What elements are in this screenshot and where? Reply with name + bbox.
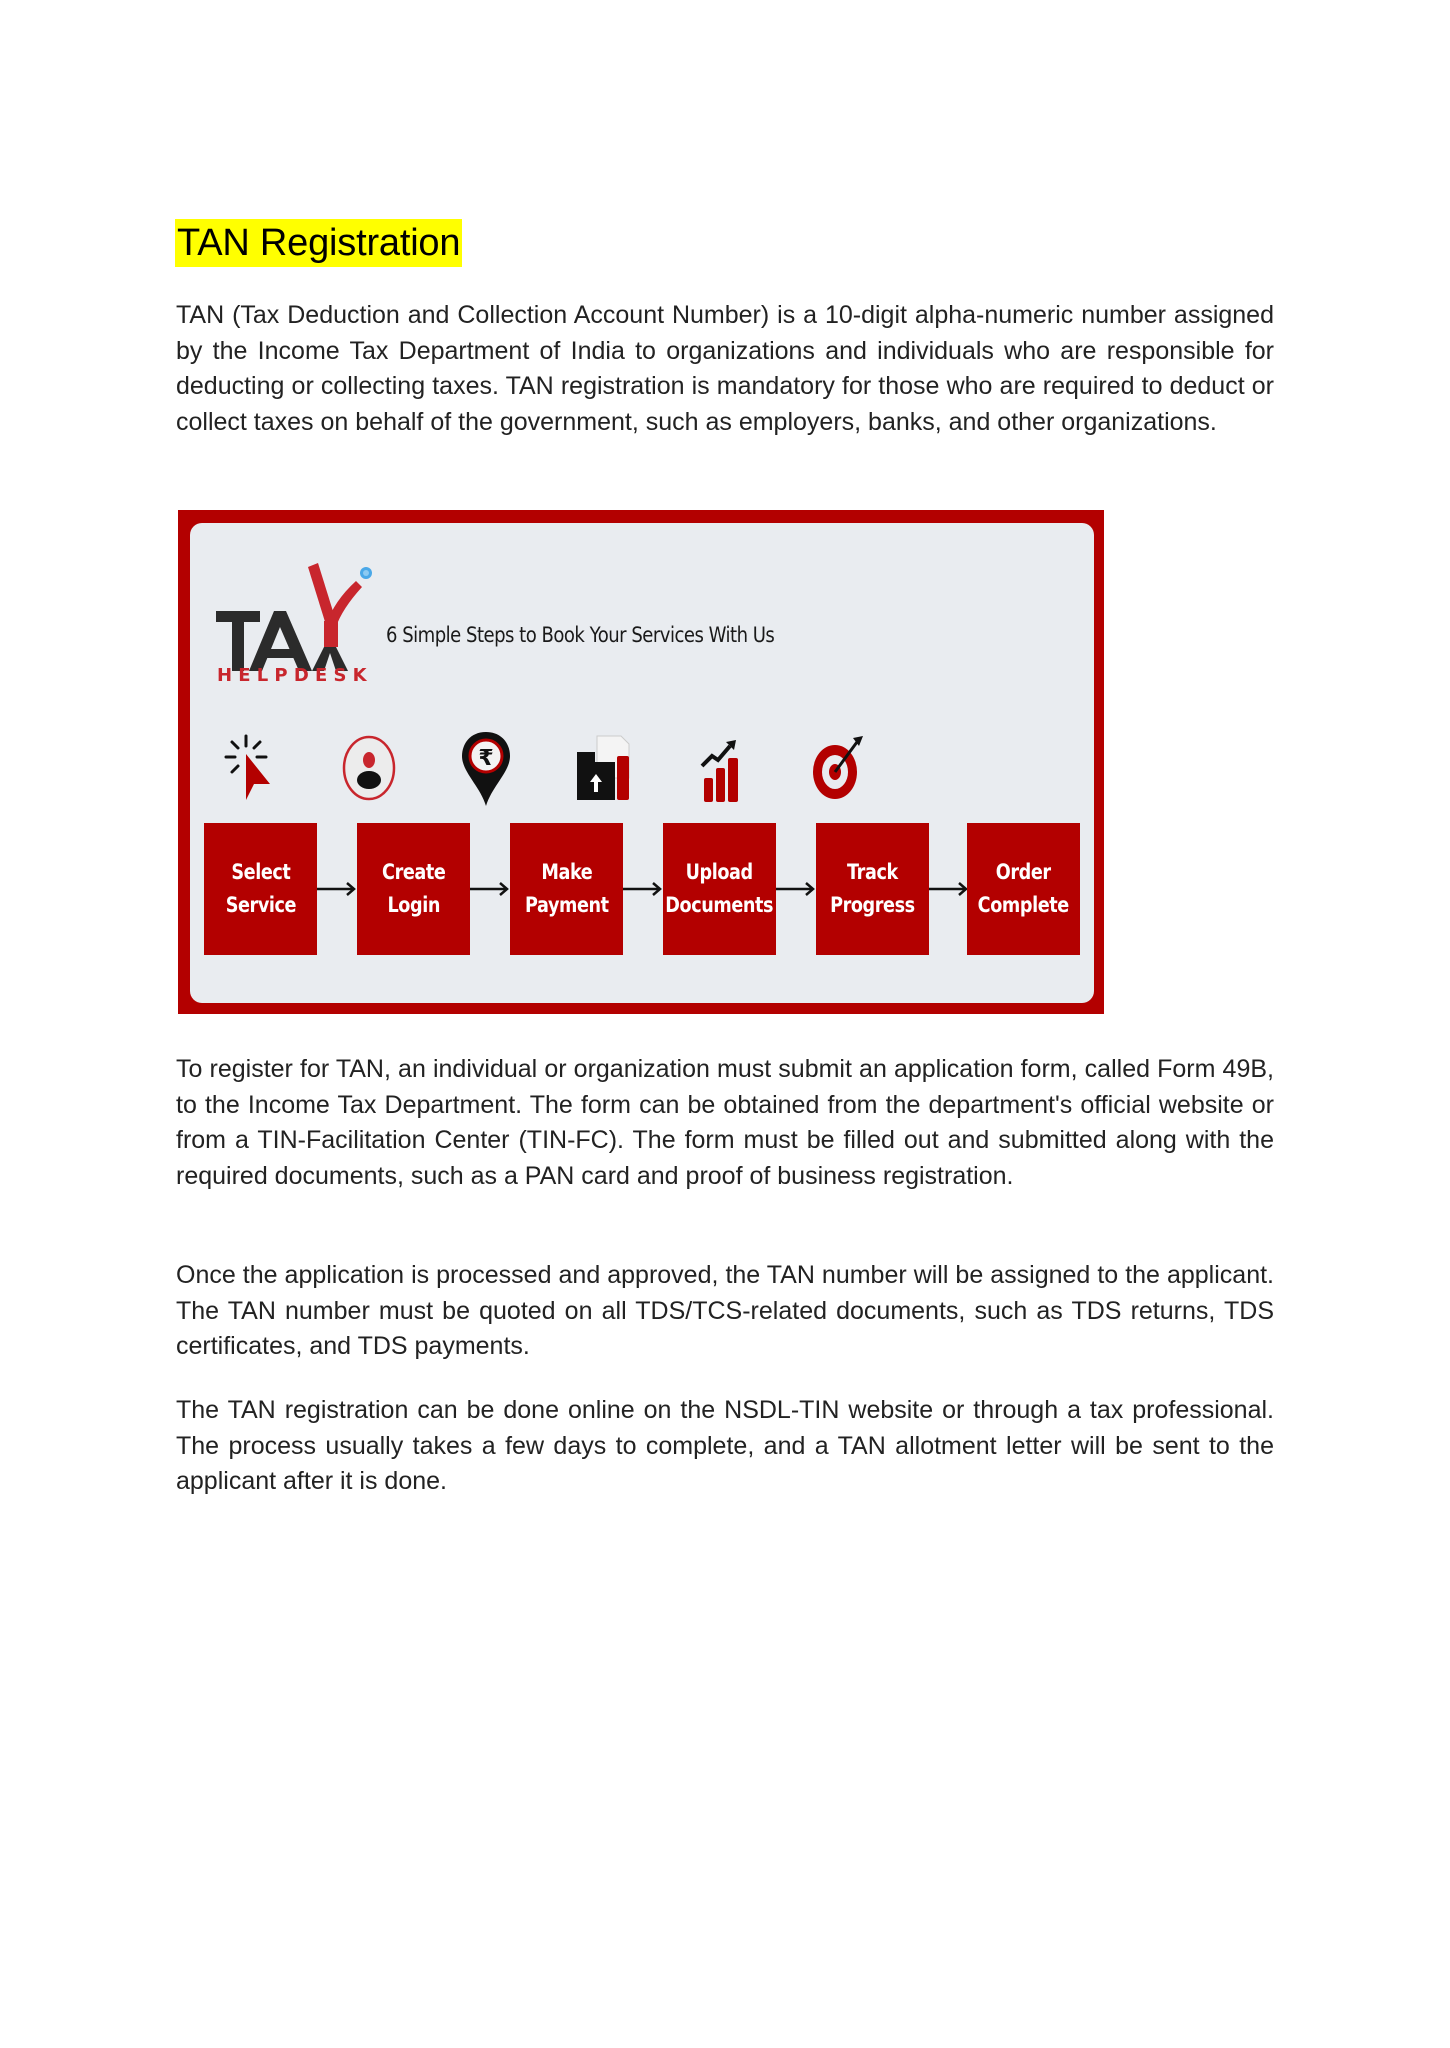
rupee-location-pin-icon [446, 726, 526, 806]
arrow-right-icon [317, 881, 357, 897]
target-dart-icon [797, 726, 877, 806]
tan-assignment-paragraph: Once the application is processed and approved, the TAN number will be assigned to the applicant. The TAN number must be quoted on all TDS/TCS-related documents, such as TDS returns, TDS certificates, and TDS payments. [176, 1261, 1274, 1361]
step-create-login[interactable]: Create Login [357, 823, 470, 955]
helpdesk-logo-text: HELPDESK [217, 665, 373, 686]
svg-text:₹: ₹ [478, 746, 494, 771]
arrow-right-icon [929, 881, 969, 897]
arrow-right-icon [470, 881, 510, 897]
step-order-complete[interactable]: Order Complete [967, 823, 1080, 955]
cursor-click-icon [212, 726, 292, 806]
arrow-right-icon [776, 881, 816, 897]
bar-chart-growth-icon [680, 726, 760, 806]
page-title: TAN Registration [175, 219, 462, 267]
online-registration-paragraph: The TAN registration can be done online on the NSDL-TIN website or through a tax professional. The process usually takes a few days to complete, and a TAN allotment letter will be sent to the applicant after it is done. [176, 1396, 1274, 1496]
tax-logo-icon [216, 561, 376, 671]
infographic-panel [190, 523, 1094, 1003]
intro-paragraph: TAN (Tax Deduction and Collection Account Number) is a 10-digit alpha-numeric number assigned by the Income Tax Department of India to organizations and individuals who are responsible for deducting or collecting taxes. TAN registration is mandatory for those who are required to deduct or collect taxes on behalf of the government, such as employers, banks, and other organizations. [176, 301, 1274, 436]
form-49b-paragraph: To register for TAN, an individual or organization must submit an application form, called Form 49B, to the Income Tax Department. The form can be obtained from the department's official website or from a TIN-Facilitation Center (TIN-FC). The form must be filled out and submitted along with the required documents, such as a PAN card and proof of business registration. [176, 1055, 1274, 1190]
document-upload-icon [563, 726, 643, 806]
tax-helpdesk-steps-infographic [178, 510, 1104, 1014]
step-make-payment[interactable]: Make Payment [510, 823, 623, 955]
step-select-service[interactable]: Select Service [204, 823, 317, 955]
infographic-tagline: 6 Simple Steps to Book Your Services With Us [386, 623, 775, 647]
step-upload-documents[interactable]: Upload Documents [663, 823, 776, 955]
user-profile-icon [329, 726, 409, 806]
step-track-progress[interactable]: Track Progress [816, 823, 929, 955]
